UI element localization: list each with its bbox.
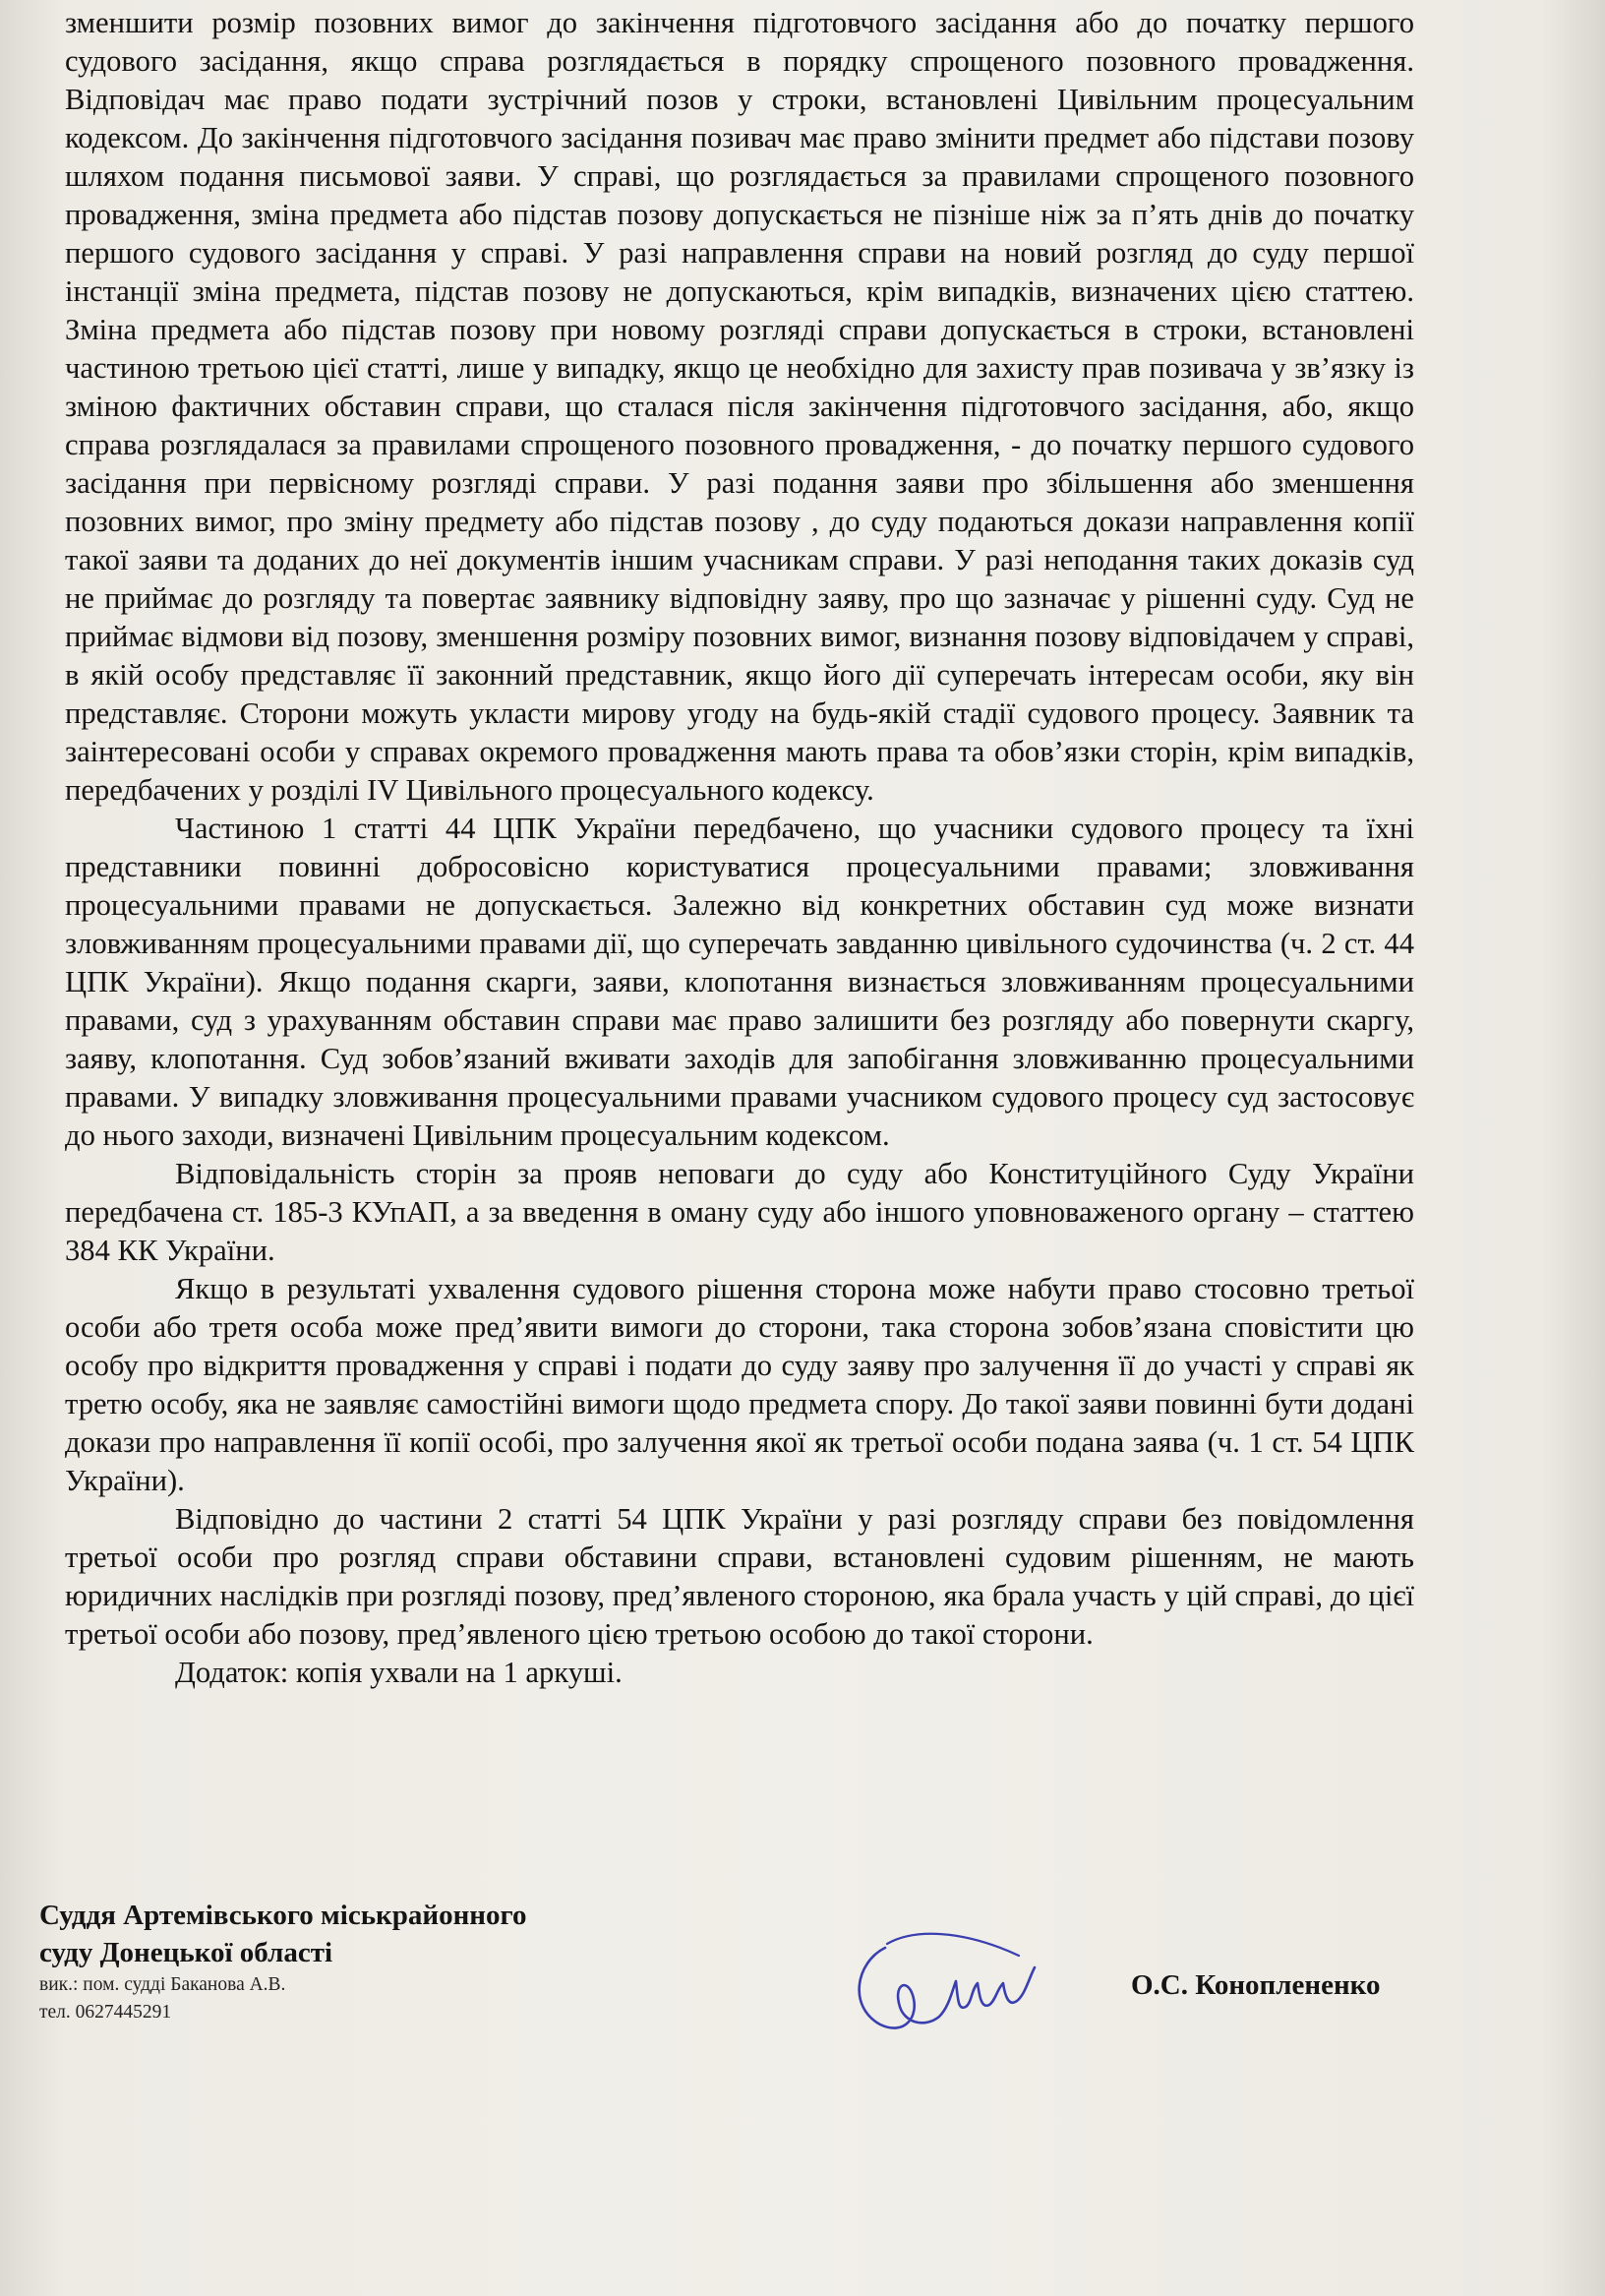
executor-line: вик.: пом. судді Баканова А.В. bbox=[39, 1974, 286, 1995]
paragraph-third-party: Якщо в результаті ухвалення судового рішення сторона може набути право стосовно третьої особи або третя особа може пред’явити вимоги до сторони, така сторона зобов’язана сповістити цю особу про відкриття провадження у справі і подати до суду заяву про залучення її до участі у справі як третю особу, яка не заявляє самостійні вимоги щодо предмета спору. До такої заяви повинні бути додані докази про направлення її копії особі, про залучення якої як третьої особи подана заява (ч. 1 ст. 54 ЦПК України). bbox=[65, 1272, 1414, 1497]
signature-block bbox=[39, 1897, 1397, 2054]
signer-name: О.С. Коноплененко bbox=[1131, 1969, 1381, 2001]
phone-line: тел. 0627445291 bbox=[39, 2002, 172, 2023]
paragraph-liability: Відповідальність сторін за прояв неповаги до суду або Конституційного Суду України передбачена ст. 185-3 КУпАП, а за введення в оману суду або іншого уповноваженого органу – статтею 384 КК України. bbox=[65, 1157, 1414, 1267]
judge-title-line2: суду Донецької області bbox=[39, 1937, 333, 1968]
handwritten-signature bbox=[846, 1908, 1042, 2056]
paragraph-article-44: Частиною 1 статті 44 ЦПК України передбачено, що учасники судового процесу та їхні представники повинні добросовісно користуватися процесуальними правами; зловживання процесуальними правами не допускається. Залежно від конкретних обставин суд може визнати зловживанням процесуальними правами дії, що суперечать завданню цивільного судочинства (ч. 2 ст. 44 ЦПК України). Якщо подання скарги, заяви, клопотання визнається зловживанням процесуальними правами, суд з урахуванням обставин справи має право залишити без розгляду або повернути скаргу, заяву, клопотання. Суд зобов’язаний вживати заходів для запобігання зловживанню процесуальними правами. У випадку зловживання процесуальними правами учасником судового процесу суд застосовує до нього заходи, визначені Цивільним процесуальним кодексом. bbox=[65, 812, 1414, 1152]
paragraph-continuation: зменшити розмір позовних вимог до закінчення підготовчого засідання або до початку першого судового засідання, якщо справа розглядається в порядку спрощеного позовного провадження. Відповідач має право подати зустрічний позов у строки, встановлені Цивільним процесуальним кодексом. До закінчення підготовчого засідання позивач має право змінити предмет або підстави позову шляхом подання письмової заяви. У справі, що розглядається за правилами спрощеного позовного провадження, зміна предмета або підстав позову допускається не пізніше ніж за п’ять днів до початку першого судового засідання у справі. У разі направлення справи на новий розгляд до суду першої інстанції зміна предмета, підстав позову не допускаються, крім випадків, визначених цією статтею. Зміна предмета або підстав позову при новому розгляді справи допускається в строки, встановлені частиною третьою цієї статті, лише у випадку, якщо це необхідно для захисту прав позивача у зв’язку із зміною фактичних обставин справи, що сталася після закінчення підготовчого засідання, або, якщо справа розглядалася за правилами спрощеного позовного провадження, - до початку першого судового засідання при первісному розгляді справи. У разі подання заяви про збільшення або зменшення позовних вимог, про зміну предмету або підстав позову , до суду подаються докази направлення копії такої заяви та доданих до неї документів іншим учасникам справи. У разі неподання таких доказів суд не приймає до розгляду та повертає заявнику відповідну заяву, про що зазначає у рішенні суду. Суд не приймає відмови від позову, зменшення розміру позовних вимог, визнання позову відповідачем у справі, в якій особу представляє її законний представник, якщо його дії суперечать інтересам особи, яку він представляє. Сторони можуть укласти мирову угоду на будь-якій стадії судового процесу. Заявник та заінтересовані особи у справах окремого провадження мають права та обов’язки сторін, крім випадків, передбачених у розділі IV Цивільного процесуального кодексу. bbox=[65, 6, 1414, 807]
document-body bbox=[65, 4, 1414, 1692]
paragraph-article-54: Відповідно до частини 2 статті 54 ЦПК України у разі розгляду справи без повідомлення третьої особи про розгляд справи обставини справи, встановлені судовим рішенням, не мають юридичних наслідків при розгляді позову, пред’явленого стороною, яка брала участь у цій справі, до цієї третьої особи або позову, пред’явленого цією третьою особою до такої сторони. bbox=[65, 1502, 1414, 1651]
paragraph-attachment: Додаток: копія ухвали на 1 аркуші. bbox=[175, 1656, 623, 1689]
judge-title-line1: Суддя Артемівського міськрайонного bbox=[39, 1900, 527, 1931]
